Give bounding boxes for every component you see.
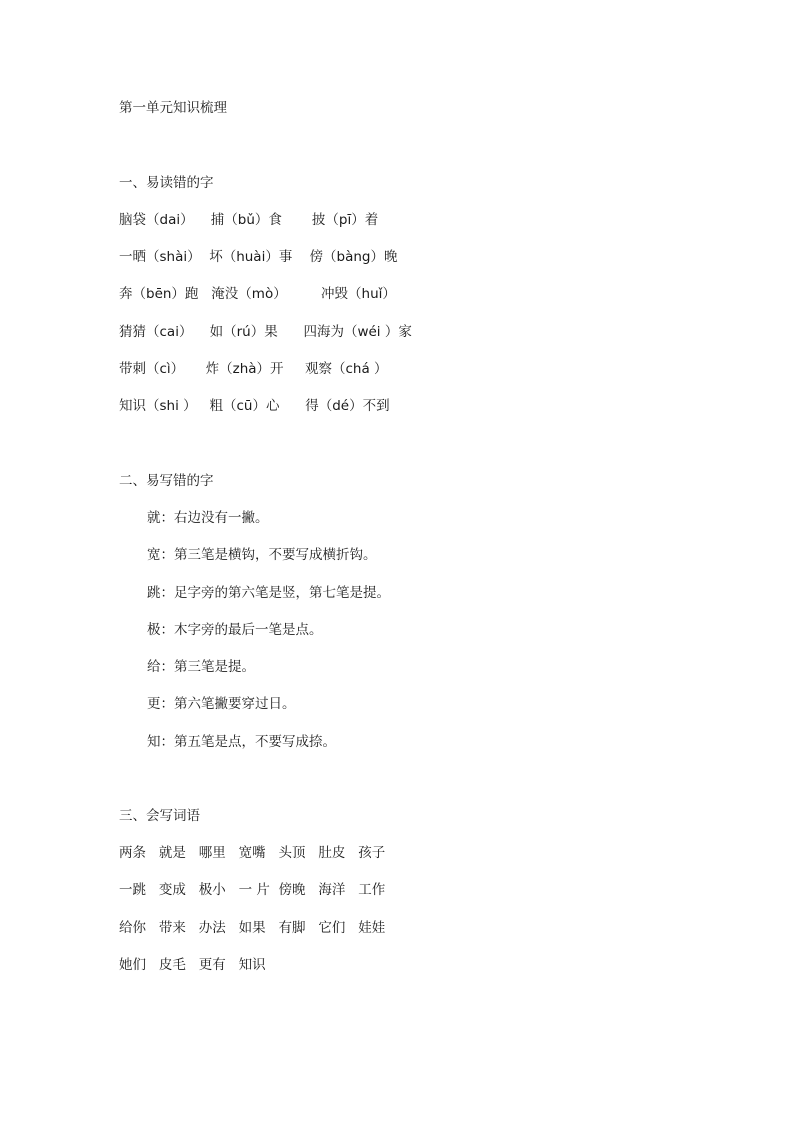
section-heading-easy-miswrite: 二、易写错的字 <box>119 473 214 489</box>
misread-line: 猜猜（cai） 如（rú）果 四海为（wéi ）家 <box>119 324 412 340</box>
miswrite-line: 知：第五笔是点，不要写成捺。 <box>147 734 336 750</box>
miswrite-line: 跳：足字旁的第六笔是竖，第七笔是提。 <box>147 585 390 601</box>
miswrite-line: 更：第六笔撇要穿过日。 <box>147 696 296 712</box>
words-line: 她们 皮毛 更有 知识 <box>119 957 266 973</box>
words-line: 给你 带来 办法 如果 有脚 它们 娃娃 <box>119 920 386 936</box>
miswrite-line: 极：木字旁的最后一笔是点。 <box>147 622 323 638</box>
misread-line: 知识（shi ） 粗（cū）心 得（dé）不到 <box>119 398 390 414</box>
misread-line: 奔（bēn）跑 淹没（mò） 冲毁（huǐ） <box>119 286 396 302</box>
page-title: 第一单元知识梳理 <box>119 100 227 116</box>
section-heading-words: 三、会写词语 <box>119 808 200 824</box>
words-line: 两条 就是 哪里 宽嘴 头顶 肚皮 孩子 <box>119 845 386 861</box>
miswrite-line: 宽：第三笔是横钩，不要写成横折钩。 <box>147 547 377 563</box>
misread-line: 带刺（cì） 炸（zhà）开 观察（chá ） <box>119 361 388 377</box>
words-line: 一跳 变成 极小 一 片 傍晚 海洋 工作 <box>119 882 386 898</box>
misread-line: 脑袋（dai） 捕（bǔ）食 披（pī）着 <box>119 212 379 228</box>
miswrite-line: 给：第三笔是提。 <box>147 659 255 675</box>
misread-line: 一晒（shài） 坏（huài）事 傍（bàng）晚 <box>119 249 398 265</box>
section-heading-easy-misread: 一、易读错的字 <box>119 175 214 191</box>
miswrite-line: 就：右边没有一撇。 <box>147 510 269 526</box>
